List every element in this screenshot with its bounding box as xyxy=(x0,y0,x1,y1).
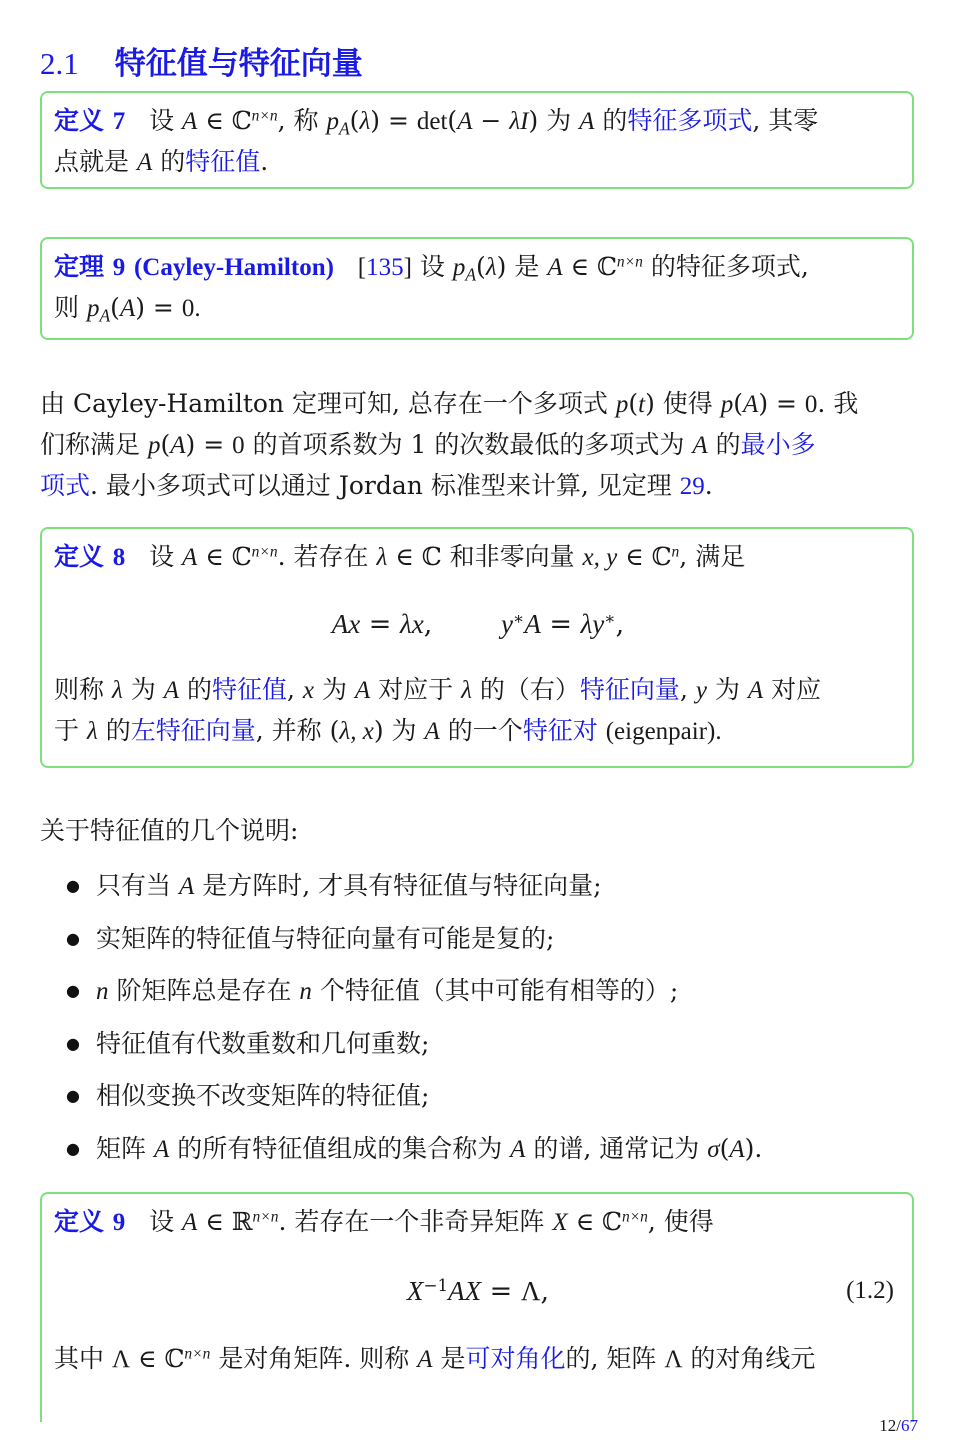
list-item: ● 相似变换不改变矩阵的特征值; xyxy=(40,1070,762,1123)
equation-number: (1.2) xyxy=(846,1277,894,1304)
theorem-9-line-1: 定理 9 (Cayley-Hamilton) [135] 设 $p_A(\lambda)$ 是 A ∈ ℂ$^{n\times n}$ 的特征多项式, xyxy=(54,252,809,285)
definition-9-line-3: 其中 Λ ∈ ℂ$^{n\times n}$ 是对角矩阵. 则称 A 是可对角化的, 矩阵 Λ 的对角线元 xyxy=(54,1344,816,1373)
list-item: ● n 阶矩阵总是存在 n 个特征值（其中可能有相等的）; xyxy=(40,965,762,1018)
definition-7-line-1: 定义 7 设 A ∈ ℂ$^{n\times n}$, 称 $p_A(\lambda) = \det(A - \lambda I)$ 为 A 的特征多项式, 其零 xyxy=(54,106,819,139)
definition-7-line-2: 点就是 A 的特征值. xyxy=(54,147,269,176)
term-eigenvector: 特征向量 xyxy=(579,675,680,704)
list-item: ● 矩阵 A 的所有特征值组成的集合称为 A 的谱, 通常记为 σ(A). xyxy=(40,1123,762,1176)
definition-7-box xyxy=(40,91,914,189)
definition-8-line-1: 定义 8 设 A ∈ ℂ$^{n\times n}$. 若存在 λ ∈ ℂ 和非零向量 x, y ∈ ℂ$^n$, 满足 xyxy=(54,542,746,571)
definition-8-label: 定义 8 xyxy=(54,542,126,571)
term-minimal-polynomial: 最小多 xyxy=(740,430,816,459)
total-pages-link[interactable]: 67 xyxy=(901,1416,918,1435)
section-number: 2.1 xyxy=(40,46,79,81)
definition-8-line-3: 则称 λ 为 A 的特征值, x 为 A 对应于 λ 的（右）特征向量, y 为 A 对应 xyxy=(54,675,822,704)
term-eigenpair: 特征对 xyxy=(522,716,598,745)
section-title: 特征值与特征向量 xyxy=(114,46,363,82)
page-number: 12/67 xyxy=(879,1416,918,1435)
term-eigenvalue: 特征值 xyxy=(185,147,261,176)
theorem-9-label: 定理 9 (Cayley-Hamilton) xyxy=(54,252,334,281)
definition-9-label: 定义 9 xyxy=(54,1207,126,1236)
definition-7-label: 定义 7 xyxy=(54,106,126,135)
theorem-9-box xyxy=(40,237,914,340)
definition-9-line-1: 定义 9 设 A ∈ ℝ$^{n\times n}$. 若存在一个非奇异矩阵 X ∈ ℂ$^{n\times n}$, 使得 xyxy=(54,1207,714,1236)
definition-8-box xyxy=(40,527,914,768)
definition-8-line-4: 于 λ 的左特征向量, 并称 (λ, x) 为 A 的一个特征对 (eigenpair). xyxy=(54,716,722,745)
list-item: ● 实矩阵的特征值与特征向量有可能是复的; xyxy=(40,913,762,966)
term-diagonalizable: 可对角化 xyxy=(465,1344,566,1373)
term-left-eigenvector: 左特征向量 xyxy=(130,716,256,745)
notes-intro: 关于特征值的几个说明: xyxy=(40,816,299,845)
citation-link[interactable]: 135 xyxy=(366,254,404,281)
section-heading xyxy=(40,38,363,83)
definition-9-box xyxy=(40,1192,914,1422)
list-item: ● 只有当 A 是方阵时, 才具有特征值与特征向量; xyxy=(40,860,762,913)
term-characteristic-polynomial: 特征多项式 xyxy=(627,106,753,135)
minimal-polynomial-paragraph: 由 Cayley-Hamilton 定理可知, 总存在一个多项式 p(t) 使得 p(A) = 0. 我 们称满足 p(A) = 0 的首项系数为 1 的次数最低的多项式为 A 的最小多 项式. 最小多项式可以通过 Jordan 标准型来计算, 见定理 29. xyxy=(40,389,859,500)
theorem-29-link[interactable]: 29 xyxy=(679,473,705,500)
diagonalization-equation: $X^{-1}AX = \Lambda$, (1.2) xyxy=(54,1243,902,1339)
list-item: ● 特征值有代数重数和几何重数; xyxy=(40,1018,762,1071)
notes-list xyxy=(40,860,762,1175)
theorem-9-line-2: 则 $p_A(A) = 0$. xyxy=(54,293,201,326)
eigen-equation: Ax = λx, y∗A = λy∗, xyxy=(331,607,625,640)
